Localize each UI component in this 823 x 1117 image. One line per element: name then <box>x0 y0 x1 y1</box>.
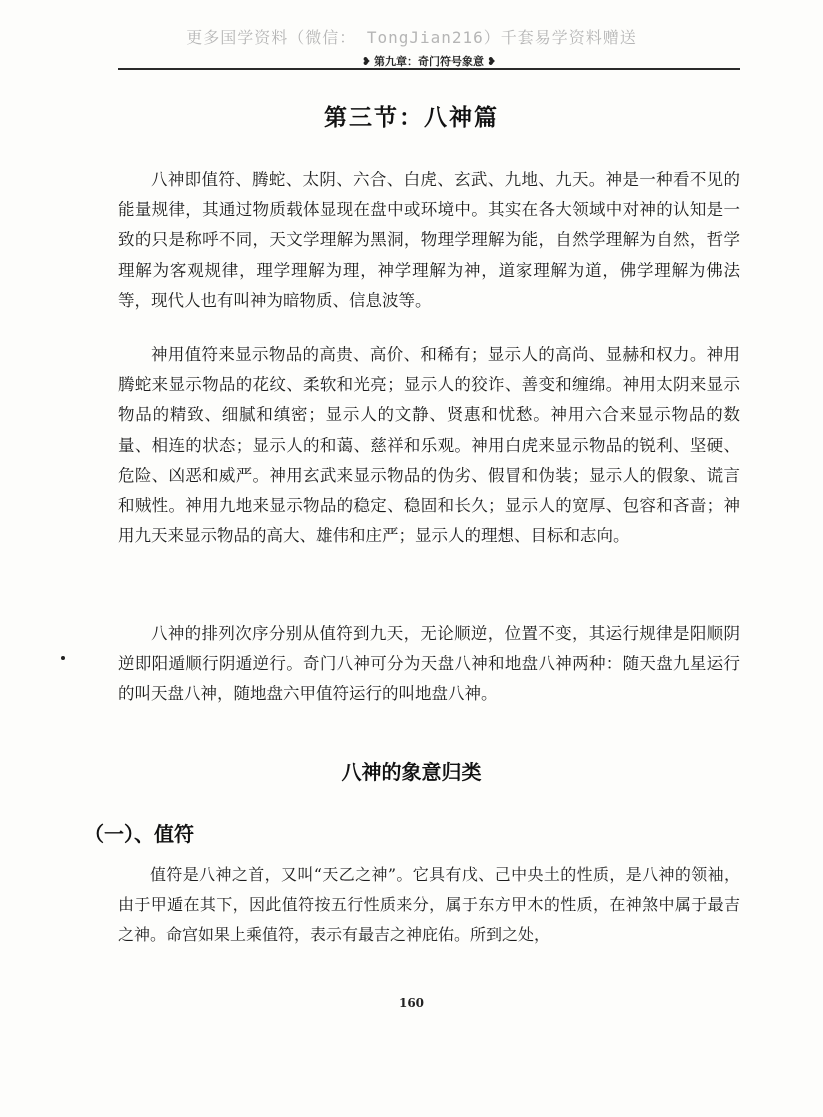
section-title: 第三节：八神篇 <box>324 105 499 131</box>
subsection-heading: 八神的象意归类 <box>341 760 482 784</box>
paragraph-uses <box>118 340 740 551</box>
scan-speck <box>61 656 65 660</box>
paragraph-zhifu <box>118 860 740 951</box>
running-header <box>118 50 740 70</box>
watermark-text: 更多国学资料（微信： TongJian216）千套易学资料赠送 <box>186 28 637 47</box>
paragraph-intro <box>118 165 740 316</box>
ornament-icon: ❥ <box>487 55 497 68</box>
paragraph-text: 值符是八神之首，又叫“天乙之神”。它具有戊、己中央土的性质，是八神的领袖，由于甲遁在其下，因此值符按五行性质来分，属于东方甲木的性质，在神煞中属于最吉之神。命宫如果上乘值符，表示有最吉之神庇佑。所到之处， <box>118 865 740 945</box>
paragraph-text: 八神的排列次序分别从值符到九天，无论顺逆，位置不变，其运行规律是阳顺阴逆即阳遁顺行阴遁逆行。奇门八神可分为天盘八神和地盘八神两种：随天盘九星运行的叫天盘八神，随地盘六甲值符运行的叫地盘八神。 <box>118 624 740 704</box>
ornament-icon: ❥ <box>361 55 371 68</box>
page-number: 160 <box>398 996 425 1010</box>
item-heading: （一）、值符 <box>84 822 194 846</box>
paragraph-text: 神用值符来显示物品的高贵、高价、和稀有；显示人的高尚、显赫和权力。神用腾蛇来显示物品的花纹、柔软和光亮；显示人的狡诈、善变和缠绵。神用太阴来显示物品的精致、细腻和缜密；显示人的文静、贤惠和忧愁。神用六合来显示物品的数量、相连的状态；显示人的和蔼、慈祥和乐观。神用白虎来显示物品的锐利、坚硬、危险、凶恶和威严。神用玄武来显示物品的伪劣、假冒和伪装；显示人的假象、谎言和贼性。神用九地来显示物品的稳定、稳固和长久；显示人的宽厚、包容和吝啬；神用九天来显示物品的高大、雄伟和庄严；显示人的理想、目标和志向。 <box>118 345 740 546</box>
paragraph-order <box>118 619 740 710</box>
running-header-content <box>359 54 499 70</box>
paragraph-text: 八神即值符、腾蛇、太阴、六合、白虎、玄武、九地、九天。神是一种看不见的能量规律，其通过物质载体显现在盘中或环境中。其实在各大领域中对神的认知是一致的只是称呼不同，天文学理解为黑洞，物理学理解为能，自然学理解为自然，哲学理解为客观规律，理学理解为理，神学理解为神，道家理解为道，佛学理解为佛法等，现代人也有叫神为暗物质、信息波等。 <box>118 170 740 310</box>
chapter-title: 第九章：奇门符号象意 <box>374 55 484 68</box>
